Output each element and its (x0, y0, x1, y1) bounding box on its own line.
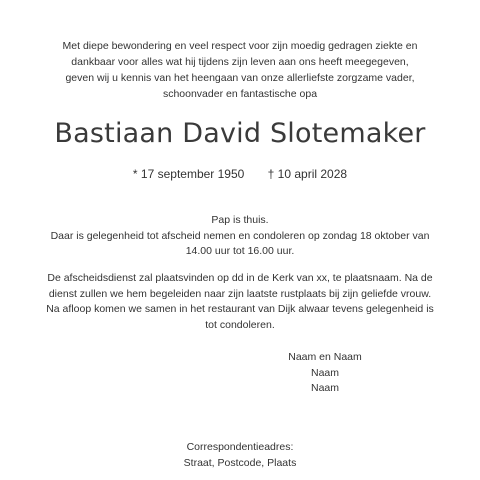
message-line: tot condoleren. (205, 318, 275, 331)
intro-line: Met diepe bewondering en veel respect voor zijn moedig gedragen ziekte en (62, 40, 418, 52)
condolence-message (20, 213, 460, 260)
message-line: Pap is thuis. (211, 214, 269, 226)
intro-line: dankbaar voor alles wat hij tijdens zijn leven aan ons heeft meegegeven, (71, 56, 409, 68)
address-label: Correspondentieadres: (186, 441, 294, 453)
signatory-name: Naam en Naam (288, 351, 362, 363)
correspondence-address (0, 440, 480, 471)
signatories (270, 350, 380, 397)
signatory-name: Naam (310, 382, 339, 394)
signatory-name: Naam (310, 366, 339, 379)
address-value: Straat, Postcode, Plaats (183, 456, 297, 469)
message-line: Na afloop komen we samen in het restaurant van Dijk alwaar tevens gelegenheid is (46, 303, 434, 315)
deceased-name: Bastiaan David Slotemaker (54, 118, 426, 149)
message-line: 14.00 uur tot 16.00 uur. (185, 245, 295, 257)
intro-line: geven wij u kennis van het heengaan van onze allerliefste zorgzame vader, (65, 72, 415, 84)
service-message (20, 271, 460, 333)
intro-line: schoonvader en fantastische opa (162, 88, 318, 100)
message-line: De afscheidsdienst zal plaatsvinden op dd in de Kerk van xx, te plaatsnaam. Na de (47, 272, 433, 284)
intro-text (20, 38, 460, 102)
life-dates (0, 166, 480, 182)
birth-date: * 17 september 1950 (132, 167, 245, 181)
death-date: † 10 april 2028 (267, 167, 348, 181)
message-line: dienst zullen we hem begeleiden naar zijn laatste rustplaats bij zijn geliefde vrouw. (48, 287, 432, 300)
message-line: Daar is gelegenheid tot afscheid nemen en condoleren op zondag 18 oktober van (50, 229, 430, 242)
